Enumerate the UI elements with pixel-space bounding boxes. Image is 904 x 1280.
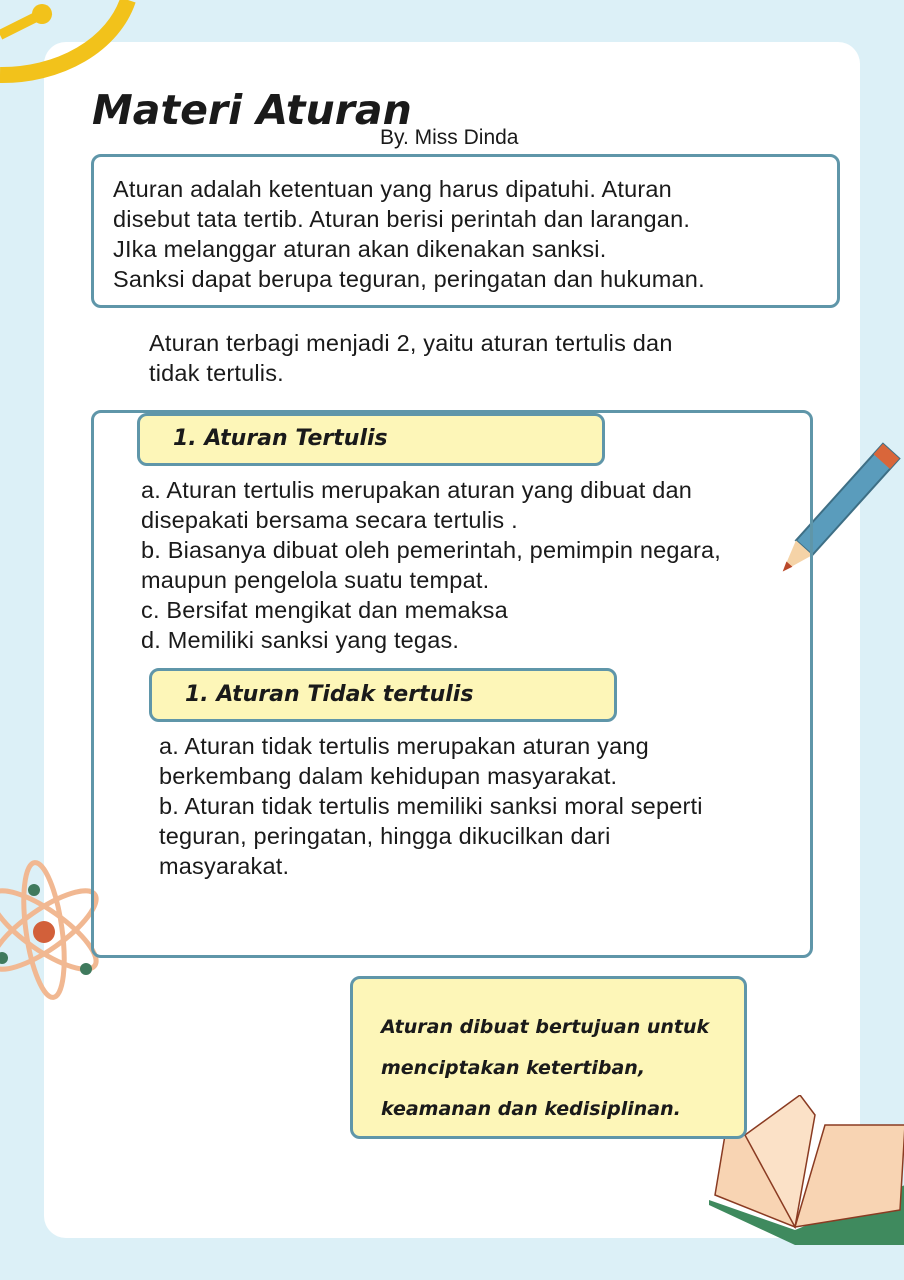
list-item: masyarakat.: [159, 853, 290, 879]
written-rules-list: [141, 475, 721, 655]
list-item: a. Aturan tertulis merupakan aturan yang dibuat dan: [141, 477, 693, 503]
list-item: c. Bersifat mengikat dan memaksa: [141, 597, 508, 623]
unwritten-rules-list: [159, 731, 703, 881]
intro-line: JIka melanggar aturan akan dikenakan sanksi.: [113, 236, 607, 262]
list-item: berkembang dalam kehidupan masyarakat.: [159, 763, 618, 789]
list-item: b. Aturan tidak tertulis memiliki sanksi moral seperti: [159, 793, 703, 819]
list-item: maupun pengelola suatu tempat.: [141, 567, 490, 593]
division-line: tidak tertulis.: [149, 360, 284, 386]
division-text: [149, 328, 673, 388]
author-label: By. Miss Dinda: [380, 126, 519, 149]
purpose-text: [381, 1007, 709, 1130]
list-item: a. Aturan tidak tertulis merupakan aturan yang: [159, 733, 649, 759]
purpose-line: Aturan dibuat bertujuan untuk: [381, 1016, 710, 1038]
list-item: b. Biasanya dibuat oleh pemerintah, pemimpin negara,: [141, 537, 721, 563]
division-line: Aturan terbagi menjadi 2, yaitu aturan tertulis dan: [149, 330, 673, 356]
list-item: d. Memiliki sanksi yang tegas.: [141, 627, 460, 653]
list-item: teguran, peringatan, hingga dikucilkan dari: [159, 823, 611, 849]
written-rules-heading-box: [137, 413, 605, 466]
purpose-box: [350, 976, 747, 1139]
unwritten-rules-heading: 1. Aturan Tidak tertulis: [185, 682, 474, 707]
unwritten-rules-heading-box: [149, 668, 617, 722]
intro-line: Aturan adalah ketentuan yang harus dipatuhi. Aturan: [113, 176, 672, 202]
list-item: disepakati bersama secara tertulis .: [141, 507, 518, 533]
written-rules-heading: 1. Aturan Tertulis: [173, 426, 388, 451]
protractor-icon: [0, 0, 140, 100]
intro-line: disebut tata tertib. Aturan berisi perintah dan larangan.: [113, 206, 691, 232]
purpose-line: keamanan dan kedisiplinan.: [381, 1098, 681, 1120]
page-title: Materi Aturan: [92, 86, 412, 134]
purpose-line: menciptakan ketertiban,: [381, 1057, 646, 1079]
intro-text: [113, 174, 705, 294]
intro-line: Sanksi dapat berupa teguran, peringatan dan hukuman.: [113, 266, 705, 292]
intro-box: [91, 154, 840, 308]
